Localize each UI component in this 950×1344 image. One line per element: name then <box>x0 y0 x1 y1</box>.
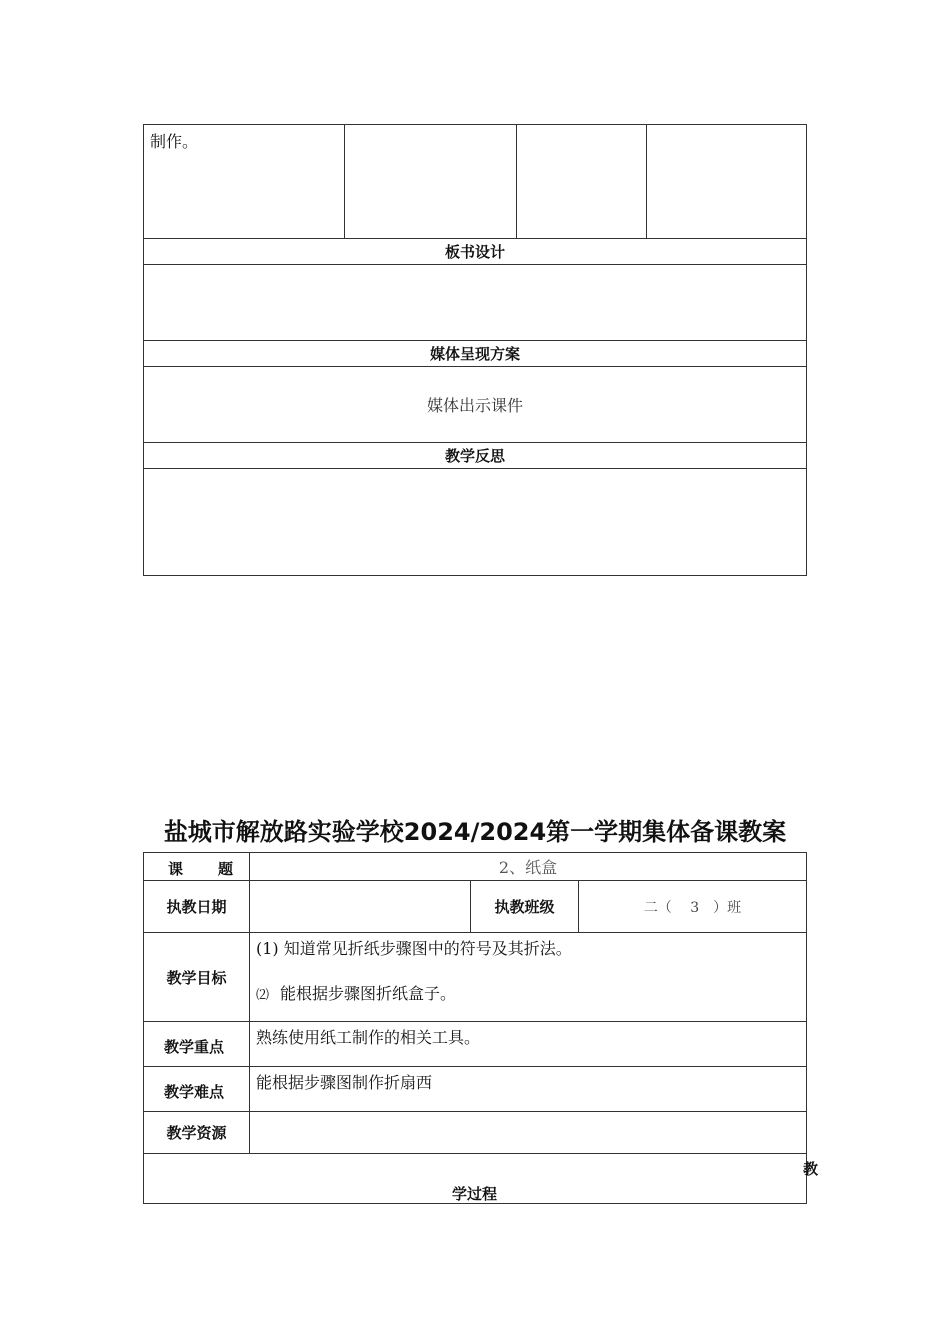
empty-cell <box>646 124 807 239</box>
content-cell <box>143 124 345 239</box>
date-value <box>249 880 471 933</box>
key-points-value: 熟练使用纸工制作的相关工具。 <box>249 1021 807 1067</box>
resources-label: 教学资源 <box>143 1111 250 1154</box>
content-cell-text: 制作。 <box>150 132 199 151</box>
topic-label: 课 题 <box>143 852 250 881</box>
lesson-table <box>143 852 807 1204</box>
top-table <box>143 124 807 576</box>
topic-value: 2、纸盒 <box>249 852 807 881</box>
media-plan-content: 媒体出示课件 <box>143 366 807 443</box>
resources-value <box>249 1111 807 1154</box>
goals-value <box>249 932 807 1022</box>
reflection-content <box>143 468 807 576</box>
board-design-content <box>143 264 807 341</box>
goal-2: 能根据步骤图折纸盒子。 <box>280 984 457 1003</box>
process-header-char: 教 <box>803 1160 819 1178</box>
difficulty-label: 教学难点 <box>143 1066 250 1112</box>
class-value: 二（ 3 ）班 <box>578 880 807 933</box>
difficulty-value: 能根据步骤图制作折扇西 <box>249 1066 807 1112</box>
goal-2-number: ⑵ <box>256 988 270 1003</box>
goals-label: 教学目标 <box>143 932 250 1022</box>
date-label: 执教日期 <box>143 880 250 933</box>
process-header-label: 学过程 <box>452 1185 498 1203</box>
media-plan-header: 媒体呈现方案 <box>143 340 807 367</box>
page-title: 盐城市解放路实验学校2024/2024第一学期集体备课教案 <box>163 817 787 846</box>
class-label: 执教班级 <box>470 880 579 933</box>
reflection-header: 教学反思 <box>143 442 807 469</box>
empty-cell <box>516 124 647 239</box>
empty-cell <box>344 124 517 239</box>
board-design-header: 板书设计 <box>143 238 807 265</box>
key-points-label: 教学重点 <box>143 1021 250 1067</box>
goal-1: (1) 知道常见折纸步骤图中的符号及其折法。 <box>256 939 572 958</box>
